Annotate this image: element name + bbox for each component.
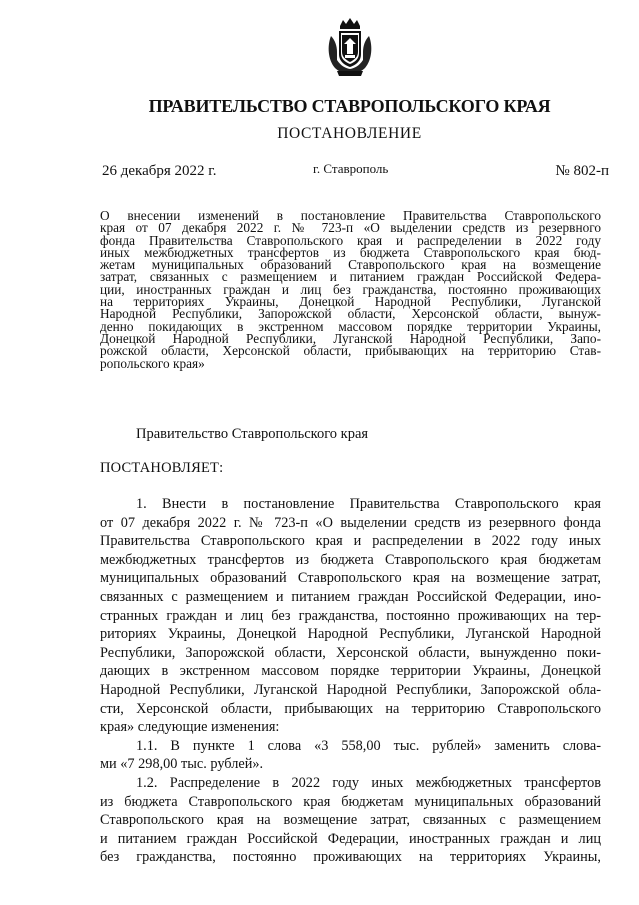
subject-line: ции, иностранных граждан и лиц без гражданства, постоянно проживающих: [100, 281, 601, 297]
document-city: г. Ставрополь: [313, 161, 389, 176]
subject-line: на территориях Украины, Донецкой Народной Республики, Луганской: [100, 294, 601, 310]
body-line: связанных с размещением и питанием граждан Российской Федерации, ино-: [100, 588, 601, 605]
subject-line: края от 07 декабря 2022 г. № 723-п «О выделении средств из резервного: [100, 220, 601, 236]
subject-line: иных межбюджетных трансфертов из бюджета Ставропольского края бюд-: [100, 244, 601, 260]
preamble: Правительство Ставропольского края: [136, 426, 369, 442]
document-type: ПОСТАНОВЛЕНИЕ: [277, 125, 422, 142]
body-line: края» следующие изменения:: [100, 719, 280, 736]
government-title: ПРАВИТЕЛЬСТВО СТАВРОПОЛЬСКОГО КРАЯ: [148, 96, 551, 116]
body-line: Ставропольского края на возмещение затрат, связанных с размещением: [100, 812, 601, 829]
body-line: дающих в экстренном массовом порядке территории Украины, Донецкой: [100, 663, 601, 680]
resolves-heading: ПОСТАНОВЛЯЕТ:: [100, 460, 224, 476]
body-line: муниципальных образований Ставропольского края на возмещение затрат,: [100, 570, 601, 587]
body-line: от 07 декабря 2022 г. № 723-п «О выделении средств из резервного фонда: [100, 514, 601, 531]
coat-of-arms-emblem: [325, 16, 375, 78]
body-line: без гражданства, постоянно проживающих на территориях Украины,: [100, 849, 601, 866]
subject-line: О внесении изменений в постановление Правительства Ставропольского: [100, 208, 601, 223]
body-line: сти, Херсонской области, прибывающих на территорию Ставропольского: [100, 700, 601, 717]
body-line: странных граждан и лиц без гражданства, постоянно проживающих на тер-: [100, 607, 601, 624]
body-line: и питанием граждан Российской Федерации, иностранных граждан и лиц: [100, 830, 601, 847]
document-subject: [100, 210, 601, 370]
body-line: риториях Украины, Донецкой Народной Республики, Луганской Народной: [100, 626, 601, 643]
body-line: Народной Республики, Луганской Народной Республики, Запорожской обла-: [100, 681, 601, 698]
body-line: 1.2. Распределение в 2022 году иных межбюджетных трансфертов: [136, 774, 601, 791]
subject-line: денно покидающих в экстренном массовом порядке территории Украины,: [100, 318, 601, 334]
document-body: [100, 495, 601, 867]
body-line: 1. Внести в постановление Правительства Ставропольского края: [136, 496, 601, 512]
document-date: 26 декабря 2022 г.: [102, 163, 217, 179]
subject-line: жетам муниципальных образований Ставропольского края на возмещение: [100, 257, 601, 273]
subject-line: Народной Республики, Запорожской области, Херсонской области, вынуж-: [100, 306, 601, 322]
body-line: ми «7 298,00 тыс. рублей».: [100, 756, 264, 773]
body-line: межбюджетных трансфертов из бюджета Ставропольского края бюджетам: [100, 551, 601, 568]
subject-line: рожской области, Херсонской области, прибывающих на территорию Став-: [100, 343, 601, 359]
body-line: Правительства Ставропольского края и распределении в 2022 году иных: [100, 533, 601, 550]
body-line: 1.1. В пункте 1 слова «3 558,00 тыс. рублей» заменить слова-: [136, 737, 601, 754]
body-line: Республики, Запорожской области, Херсонской области, вынужденно поки-: [100, 644, 601, 661]
subject-line: ропольского края»: [100, 355, 205, 371]
body-line: из бюджета Ставропольского края бюджетам муниципальных образований: [100, 793, 601, 810]
subject-line: фонда Правительства Ставропольского края и распределении в 2022 году: [100, 232, 601, 248]
subject-line: Донецкой Народной Республики, Луганской Народной Республики, Запо-: [100, 330, 601, 346]
subject-line: затрат, связанных с размещением и питанием граждан Российской Федера-: [100, 269, 601, 285]
document-number: № 802-п: [555, 163, 609, 179]
